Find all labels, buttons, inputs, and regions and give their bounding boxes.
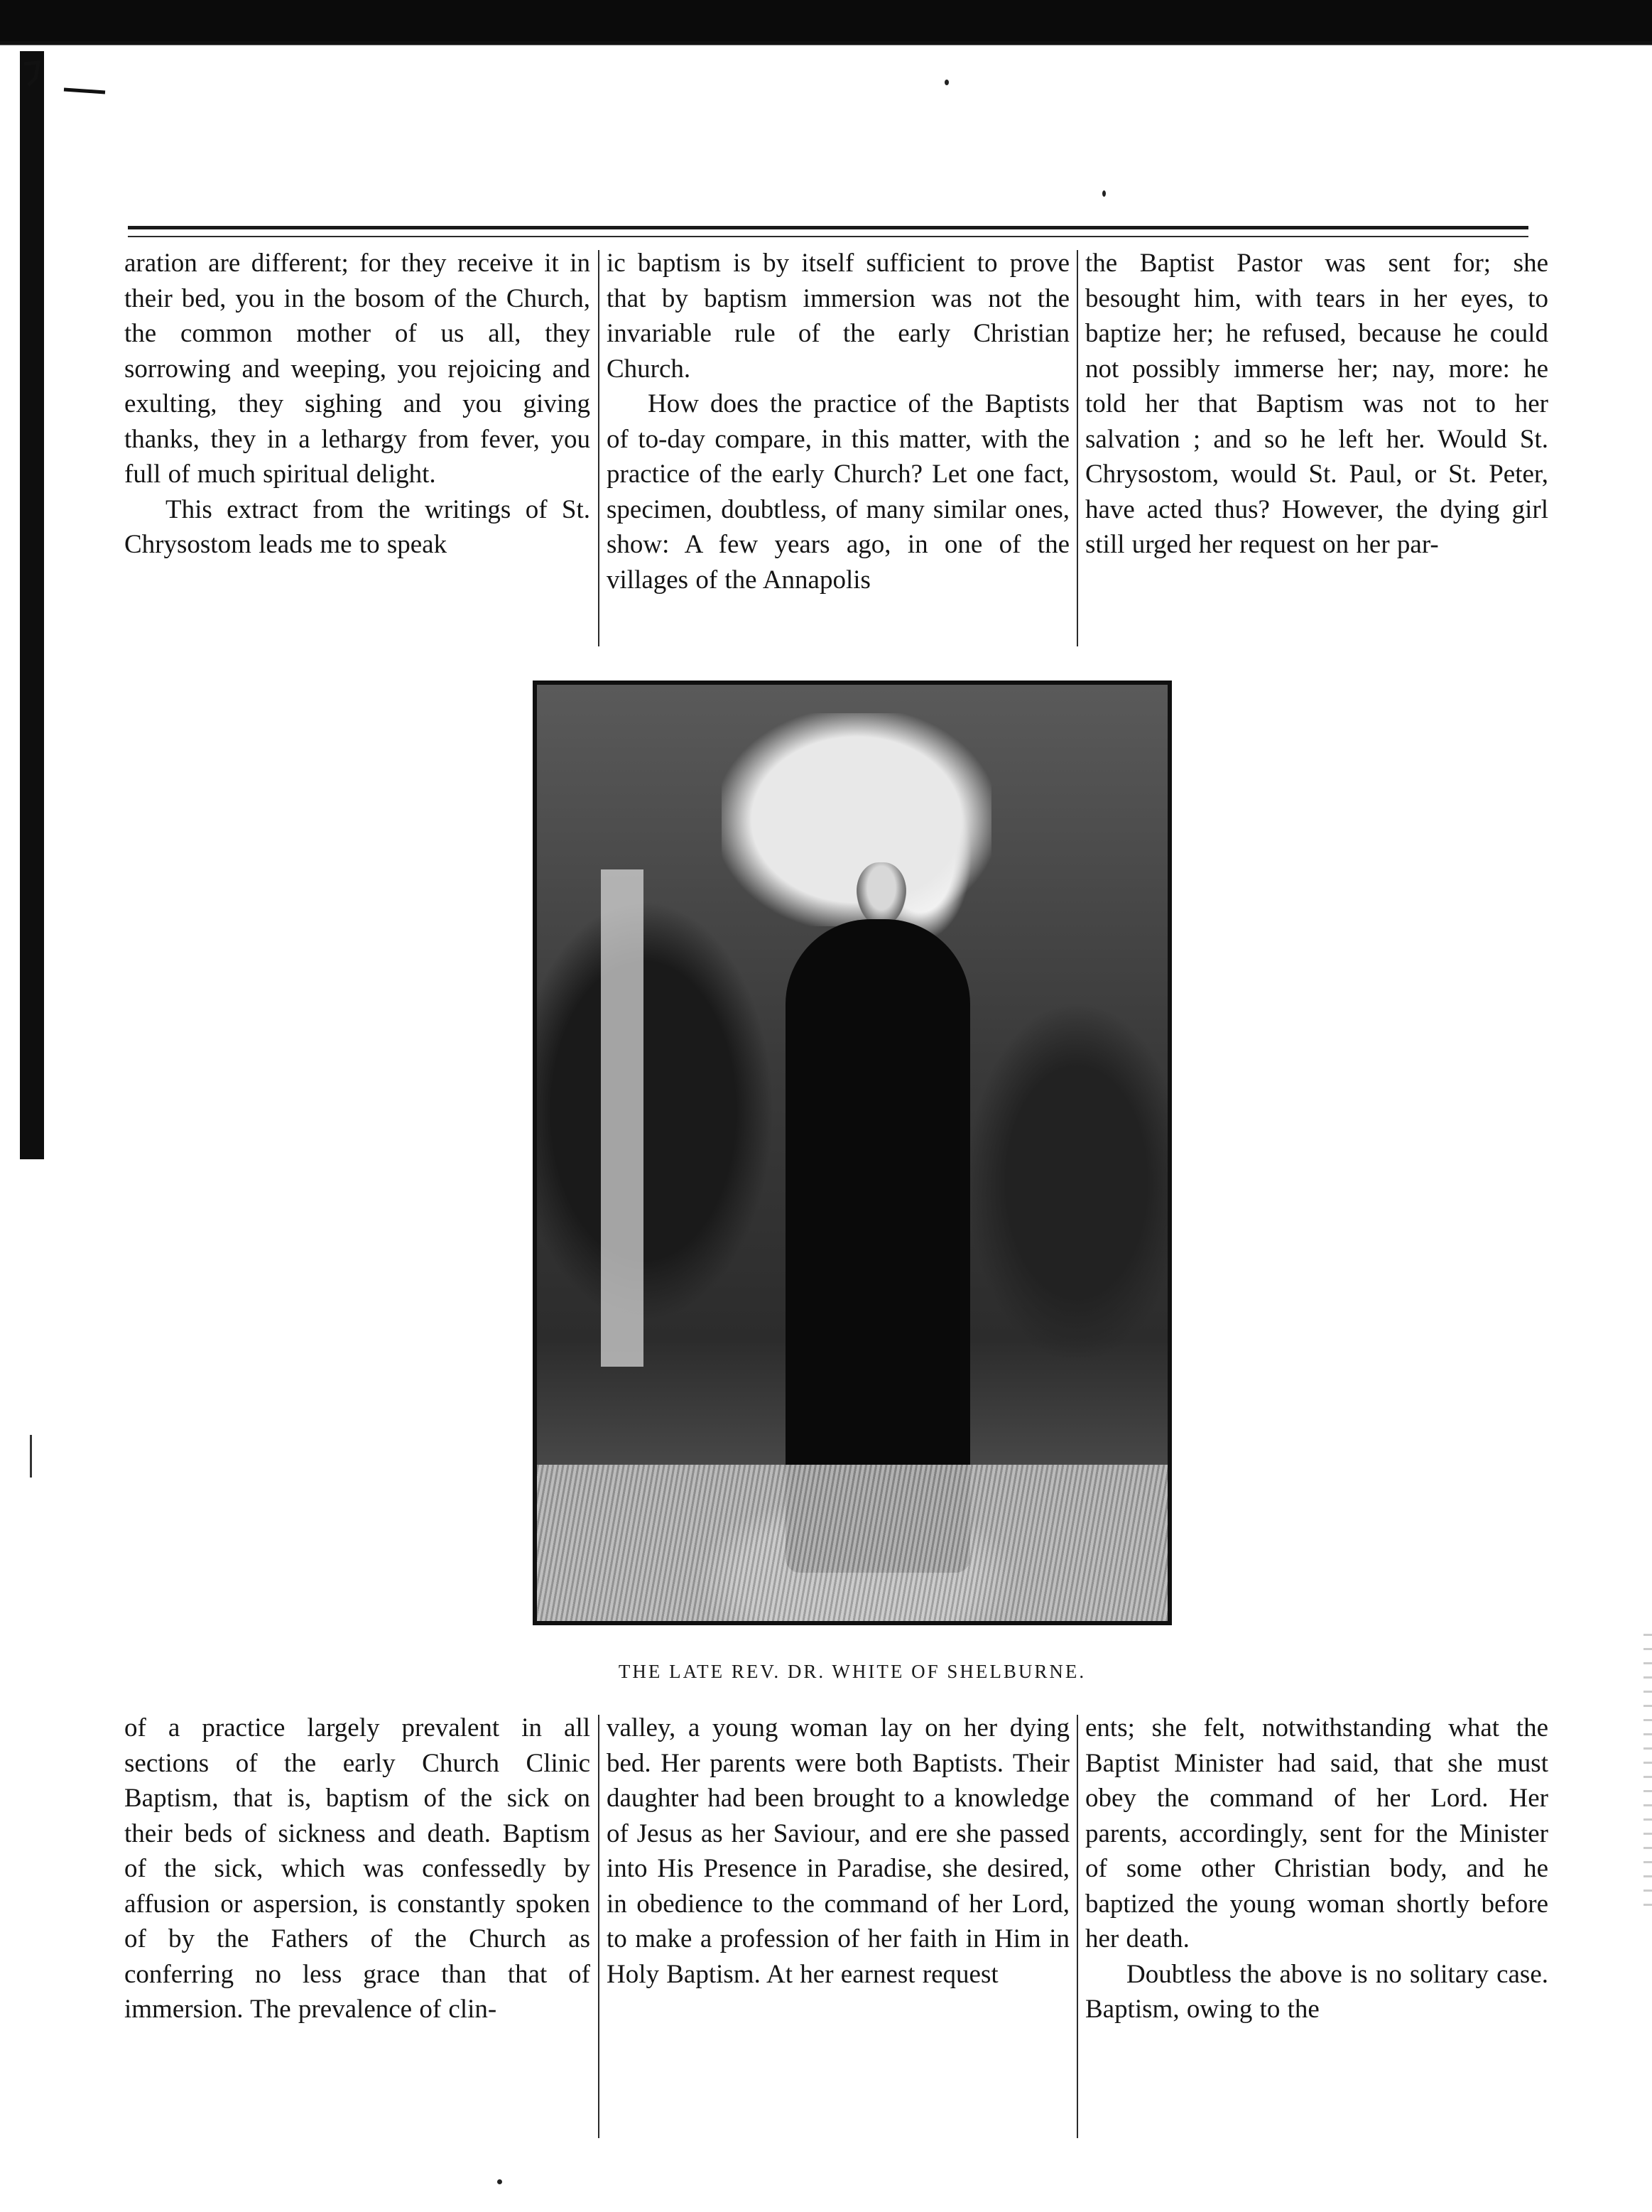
scan-right-specks <box>1643 1634 1652 1918</box>
paragraph: How does the practice of the Baptists of to-day compare, in this matter, with the practice of the early Church? Let one fact, specimen, doubtless, of many similar ones, show: A few years ago, in one of the villages of the Annapolis <box>607 389 1070 595</box>
photo-ground <box>537 1465 1168 1621</box>
speck <box>1102 190 1106 197</box>
margin-mark <box>30 1435 32 1478</box>
column-divider <box>598 250 599 646</box>
column-divider <box>598 1715 599 2138</box>
paragraph: the Baptist Pastor was sent for; she besought him, with tears in her eyes, to baptize her; he refused, because he could not possibly immerse her; nay, more: he told her that Baptism was not to her salvation ; and so he left her. Would St. Chrysostom, would St. Paul, or St. Peter, have acted thus? However, the dying girl still urged her request on her par- <box>1085 249 1548 559</box>
column-divider <box>1077 250 1078 646</box>
column-bottom-3 <box>1085 1710 1548 2027</box>
paragraph: valley, a young woman lay on her dying bed. Her parents were both Baptists. Their daughter had been brought to a knowledge of Jesus as her Saviour, and ere she passed into His Presence in Paradise, she desired, in obedience to the command of her Lord, to make a profession of her faith in Him in Holy Baptism. At her earnest request <box>607 1713 1070 1989</box>
photo-caption: THE LATE REV. DR. WHITE OF SHELBURNE. <box>618 1661 1087 1682</box>
scan-top-edge <box>0 0 1652 41</box>
header-double-rule <box>128 226 1528 237</box>
speck <box>945 80 949 85</box>
photo-figure-head <box>857 862 906 926</box>
paragraph: Doubtless the above is no solitary case. Baptism, owing to the <box>1085 1959 1548 2024</box>
column-bottom-1 <box>124 1710 590 2027</box>
scan-top-edge-shadow <box>0 41 1652 51</box>
paragraph: ents; she felt, notwithstanding what the Baptist Minister had said, that she must obey the command of her Lord. Her parents, accordingly, sent for the Minister of some other Christian body, and he baptized the young woman shortly before her death. <box>1085 1713 1548 1953</box>
paragraph: aration are different; for they receive it in their bed, you in the bosom of the Church, the common mother of us all, they sorrowing and weeping, you rejoicing and exulting, they sighing and you giving thanks, they in a lethargy from fever, you full of much spiritual delight. <box>124 249 590 489</box>
photo-tree-trunk <box>601 869 643 1367</box>
column-top-3 <box>1085 246 1548 563</box>
scan-corner-mark <box>21 57 107 99</box>
column-bottom-2 <box>607 1710 1070 1992</box>
speck <box>497 2179 502 2184</box>
scan-left-edge <box>20 51 44 1159</box>
column-top-2 <box>607 246 1070 597</box>
paragraph: ic baptism is by itself sufficient to prove that by baptism immersion was not the invariable rule of the early Christian Church. <box>607 249 1070 384</box>
column-top-1 <box>124 246 590 563</box>
paragraph: of a practice largely prevalent in all sections of the early Church Clinic Baptism, that is, baptism of the sick on their beds of sickness and death. Baptism of the sick, which was confessedly by affusion or aspersion, is constantly spoken of by the Fathers of the Church as conferring no less grace than that of immersion. The prevalence of clin- <box>124 1713 590 2024</box>
portrait-photograph <box>533 681 1172 1625</box>
column-divider <box>1077 1715 1078 2138</box>
paragraph: This extract from the writings of St. Chrysostom leads me to speak <box>124 494 590 559</box>
